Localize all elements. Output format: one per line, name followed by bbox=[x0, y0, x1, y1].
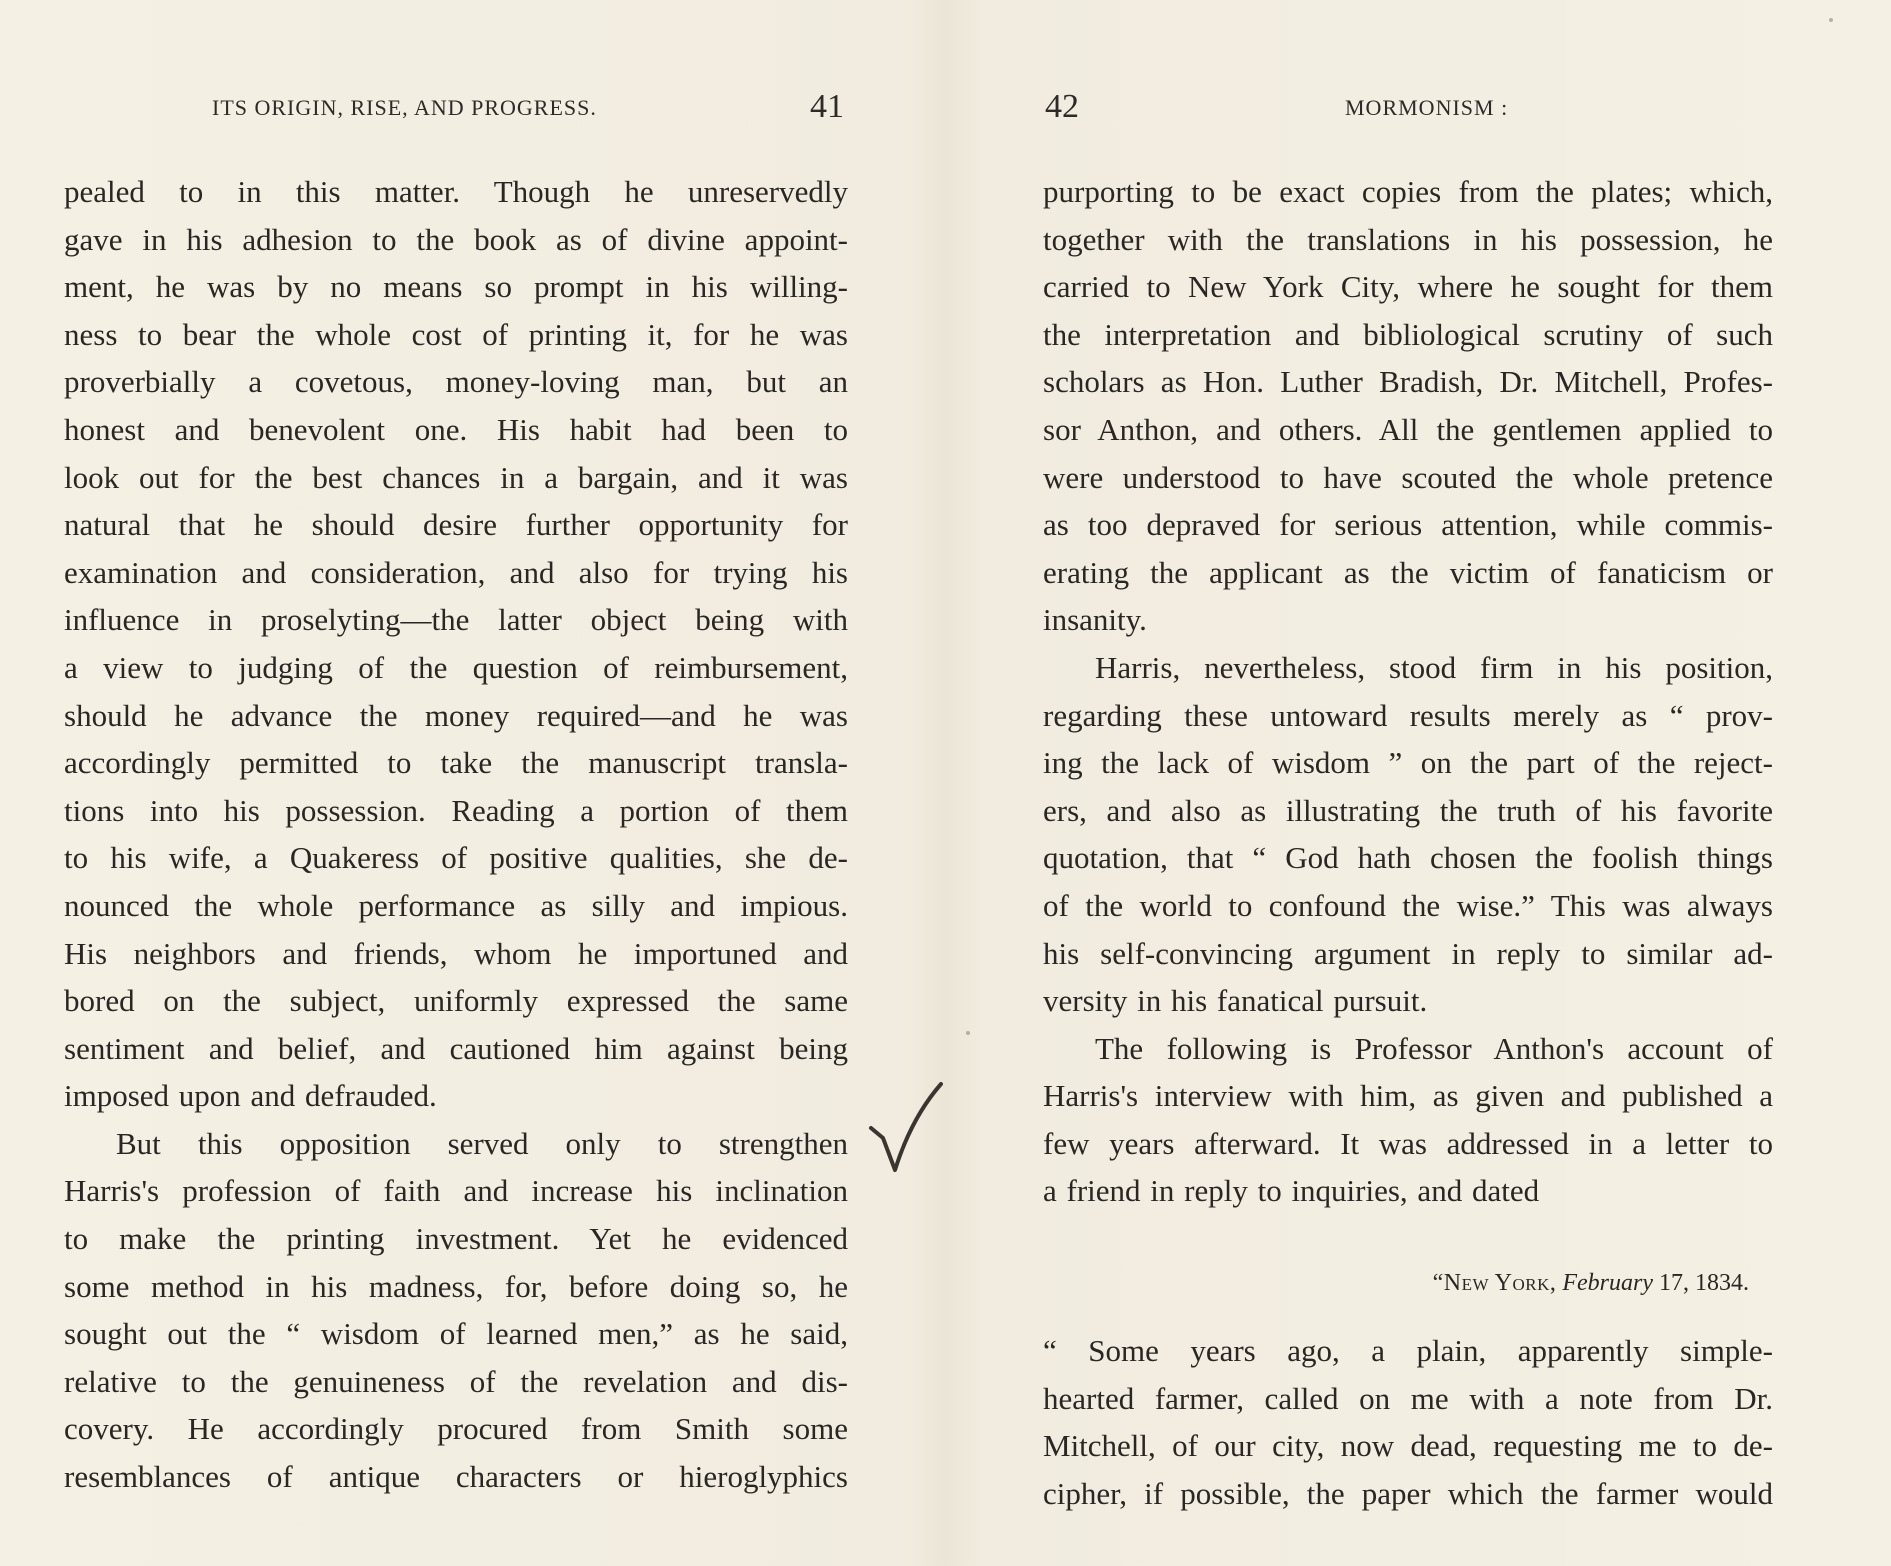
running-head-left: ITS ORIGIN, RISE, AND PROGRESS. bbox=[212, 95, 597, 120]
right-page bbox=[945, 0, 1891, 1566]
text-line: relative to the genuineness of the revelation and dis- bbox=[64, 1363, 848, 1399]
text-line: few years afterward. It was addressed in a letter to bbox=[1043, 1125, 1773, 1161]
text-line: were understood to have scouted the whole pretence bbox=[1043, 459, 1773, 495]
running-head-right: MORMONISM : bbox=[1345, 95, 1509, 120]
text-line: ing the lack of wisdom ” on the part of the reject- bbox=[1043, 745, 1773, 781]
text-line: purporting to be exact copies from the plates; which, bbox=[1043, 174, 1773, 209]
text-line: examination and consideration, and also for trying his bbox=[64, 554, 848, 590]
text-line: Harris's profession of faith and increase his inclination bbox=[64, 1173, 848, 1209]
text-line: tions into his possession. Reading a portion of them bbox=[64, 792, 848, 828]
text-line: hearted farmer, called on me with a note from Dr. bbox=[1043, 1380, 1773, 1416]
left-page bbox=[0, 0, 945, 1566]
text-line: together with the translations in his possession, he bbox=[1043, 221, 1773, 257]
paragraph-end-line: imposed upon and defrauded. bbox=[64, 1078, 437, 1114]
left-page-body bbox=[64, 168, 848, 1501]
text-line: of the world to confound the wise.” This was always bbox=[1043, 887, 1773, 923]
text-line: influence in proselyting—the latter object being with bbox=[64, 602, 848, 638]
paragraph-end-line: insanity. bbox=[1043, 602, 1147, 638]
pencil-check-mark bbox=[865, 1078, 945, 1178]
letter-dateline bbox=[1043, 1253, 1773, 1313]
text-line: ment, he was by no means so prompt in his willing- bbox=[64, 269, 848, 305]
text-line: sor Anthon, and others. All the gentlemen applied to bbox=[1043, 411, 1773, 447]
text-line: resemblances of antique characters or hieroglyphics bbox=[64, 1459, 848, 1495]
text-line: quotation, that “ God hath chosen the foolish things bbox=[1043, 840, 1773, 876]
text-line: should he advance the money required—and he was bbox=[64, 697, 848, 733]
paragraph-start-line: The following is Professor Anthon's account of bbox=[1095, 1030, 1773, 1066]
text-line: pealed to in this matter. Though he unreservedly bbox=[64, 174, 848, 209]
text-line: regarding these untoward results merely as “ prov- bbox=[1043, 697, 1773, 733]
text-line: covery. He accordingly procured from Smith some bbox=[64, 1411, 848, 1447]
text-line: natural that he should desire further opportunity for bbox=[64, 507, 848, 543]
text-line: look out for the best chances in a bargain, and it was bbox=[64, 459, 848, 495]
dateline-day-year: 17, 1834. bbox=[1659, 1270, 1749, 1297]
text-line: a view to judging of the question of reimbursement, bbox=[64, 649, 848, 685]
paragraph-start-line: Harris, nevertheless, stood firm in his position, bbox=[1095, 649, 1773, 685]
text-line: cipher, if possible, the paper which the farmer would bbox=[1043, 1475, 1773, 1511]
paper-speck bbox=[1829, 18, 1833, 22]
text-line: to his wife, a Quakeress of positive qualities, she de- bbox=[64, 840, 848, 876]
text-line: the interpretation and bibliological scrutiny of such bbox=[1043, 316, 1773, 352]
text-line: His neighbors and friends, whom he importuned and bbox=[64, 935, 848, 971]
text-line: sought out the “ wisdom of learned men,” as he said, bbox=[64, 1316, 848, 1352]
page-number-right: 42 bbox=[1045, 88, 1079, 125]
text-line: Mitchell, of our city, now dead, requesting me to de- bbox=[1043, 1428, 1773, 1464]
text-line: his self-convincing argument in reply to similar ad- bbox=[1043, 935, 1773, 971]
text-line: sentiment and belief, and cautioned him against being bbox=[64, 1030, 848, 1066]
text-line: nounced the whole performance as silly and impious. bbox=[64, 887, 848, 923]
paragraph-end-line: versity in his fanatical pursuit. bbox=[1043, 983, 1428, 1019]
text-line: bored on the subject, uniformly expressed the same bbox=[64, 983, 848, 1019]
right-page-body bbox=[1043, 168, 1773, 1517]
text-line: ers, and also as illustrating the truth of his favorite bbox=[1043, 792, 1773, 828]
page-number-left: 41 bbox=[810, 88, 844, 125]
paragraph-end-line: a friend in reply to inquiries, and dated bbox=[1043, 1173, 1540, 1209]
text-line: proverbially a covetous, money-loving man, but an bbox=[64, 364, 848, 400]
text-line: honest and benevolent one. His habit had been to bbox=[64, 411, 848, 447]
text-line: to make the printing investment. Yet he evidenced bbox=[64, 1221, 848, 1257]
paper-speck bbox=[966, 1031, 970, 1035]
text-line: erating the applicant as the victim of fanaticism or bbox=[1043, 554, 1773, 590]
text-line: gave in his adhesion to the book as of divine appoint- bbox=[64, 221, 848, 257]
text-line: scholars as Hon. Luther Bradish, Dr. Mitchell, Profes- bbox=[1043, 364, 1773, 400]
paragraph-start-line: But this opposition served only to strengthen bbox=[116, 1125, 848, 1161]
dateline-month: February bbox=[1562, 1270, 1653, 1297]
text-line: as too depraved for serious attention, while commis- bbox=[1043, 507, 1773, 543]
text-line: Harris's interview with him, as given and published a bbox=[1043, 1078, 1773, 1114]
dateline-place: “New York, bbox=[1432, 1270, 1557, 1297]
letter-first-line: “ Some years ago, a plain, apparently simple- bbox=[1043, 1333, 1773, 1369]
text-line: ness to bear the whole cost of printing it, for he was bbox=[64, 316, 848, 352]
text-line: carried to New York City, where he sought for them bbox=[1043, 269, 1773, 305]
text-line: accordingly permitted to take the manuscript transla- bbox=[64, 745, 848, 781]
text-line: some method in his madness, for, before doing so, he bbox=[64, 1268, 848, 1304]
